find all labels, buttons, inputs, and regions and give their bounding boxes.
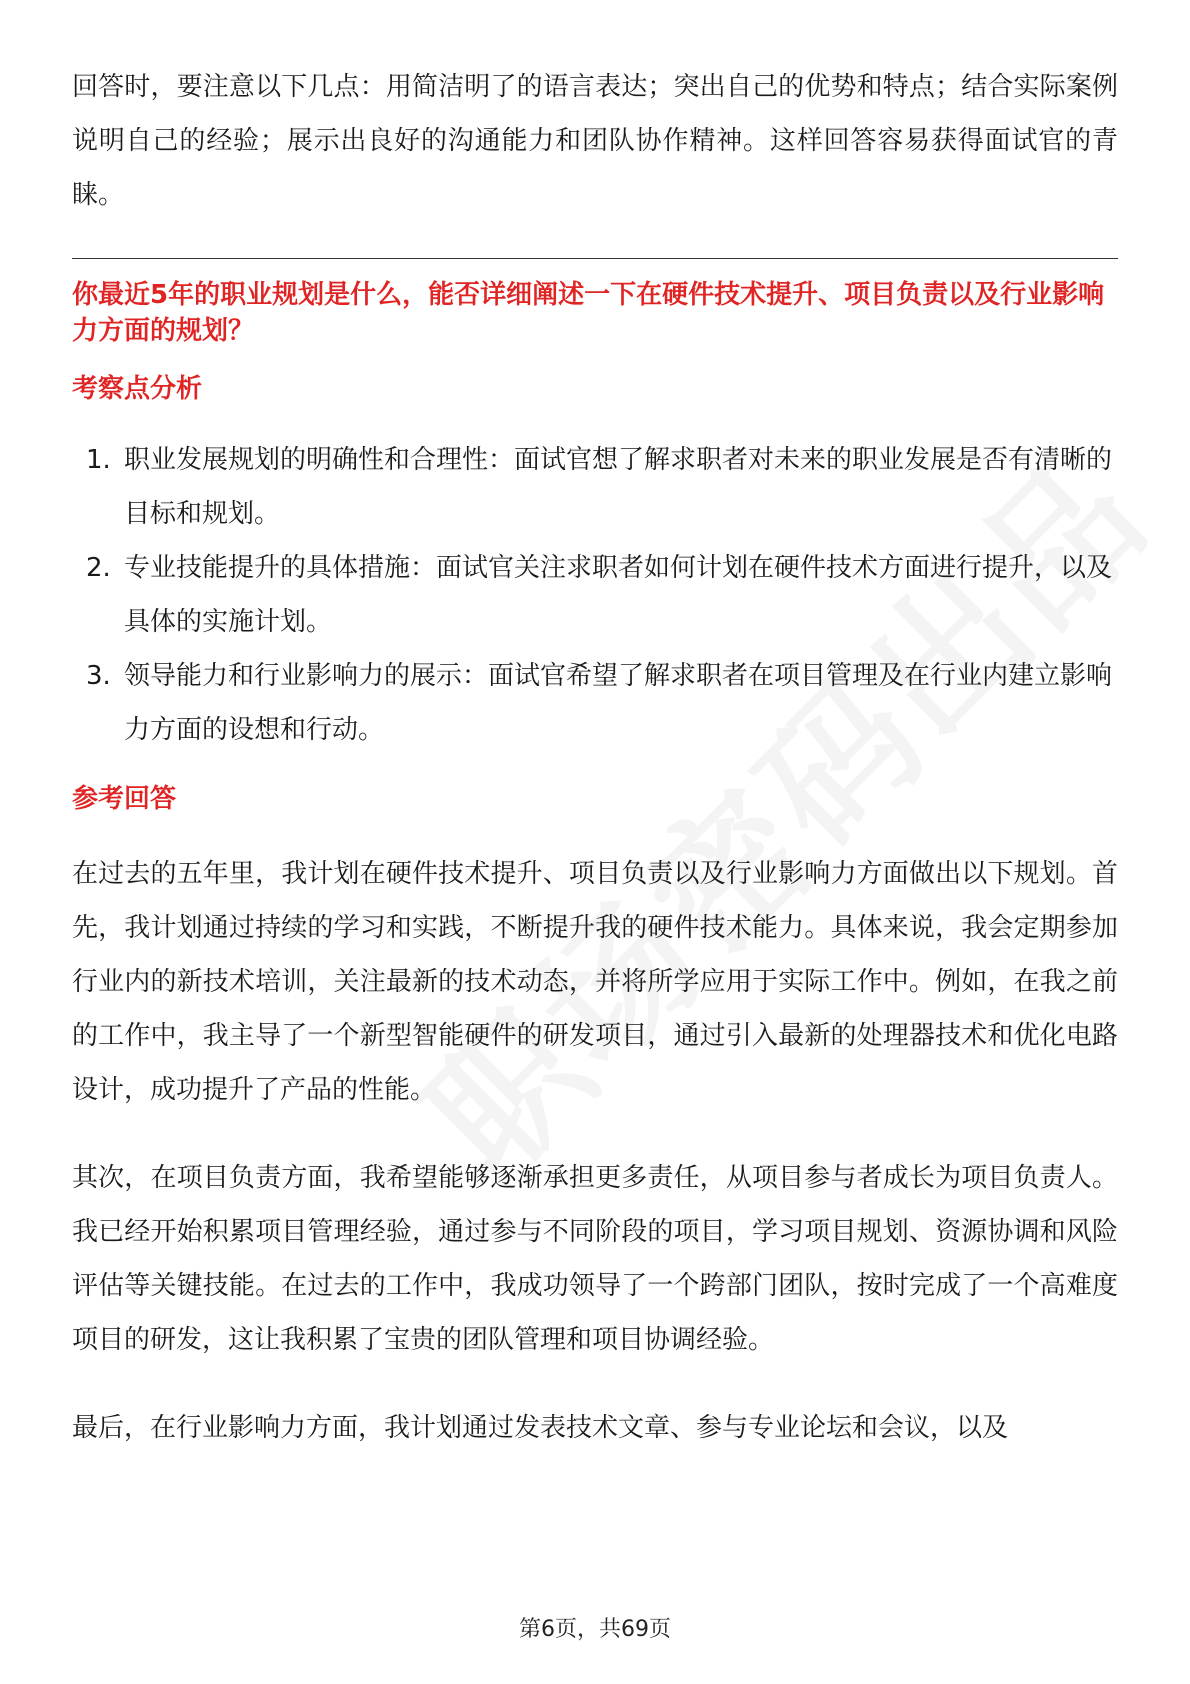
section-divider (72, 258, 1118, 259)
page-footer: 第6页，共69页 (519, 1617, 671, 1642)
list-item (72, 649, 1118, 757)
intro-paragraph: 回答时，要注意以下几点：用简洁明了的语言表达；突出自己的优势和特点；结合实际案例说明自己的经验；展示出良好的沟通能力和团队协作精神。这样回答容易获得面试官的青睐。 (72, 72, 1118, 210)
answer-paragraph: 在过去的五年里，我计划在硬件技术提升、项目负责以及行业影响力方面做出以下规划。首先，我计划通过持续的学习和实践，不断提升我的硬件技术能力。具体来说，我会定期参加行业内的新技术培训，关注最新的技术动态，并将所学应用于实际工作中。例如，在我之前的工作中，我主导了一个新型智能硬件的研发项目，通过引入最新的处理器技术和优化电路设计，成功提升了产品的性能。 (72, 859, 1118, 1105)
list-item-number: 1. (86, 445, 111, 475)
list-item-text: 专业技能提升的具体措施：面试官关注求职者如何计划在硬件技术方面进行提升，以及具体的实施计划。 (124, 553, 1113, 637)
list-item (72, 433, 1118, 541)
answer-paragraph: 最后，在行业影响力方面，我计划通过发表技术文章、参与专业论坛和会议，以及 (72, 1413, 1009, 1443)
analysis-list (72, 433, 1118, 757)
list-item-number: 3. (86, 661, 111, 691)
list-item (72, 541, 1118, 649)
answer-heading: 参考回答 (72, 784, 177, 814)
list-item-text: 职业发展规划的明确性和合理性：面试官想了解求职者对未来的职业发展是否有清晰的目标和规划。 (124, 445, 1113, 529)
document-page (72, 60, 1118, 1489)
list-item-number: 2. (86, 553, 111, 583)
answer-paragraph: 其次，在项目负责方面，我希望能够逐渐承担更多责任，从项目参与者成长为项目负责人。我已经开始积累项目管理经验，通过参与不同阶段的项目，学习项目规划、资源协调和风险评估等关键技能。在过去的工作中，我成功领导了一个跨部门团队，按时完成了一个高难度项目的研发，这让我积累了宝贵的团队管理和项目协调经验。 (72, 1163, 1118, 1355)
question-title: 你最近5年的职业规划是什么，能否详细阐述一下在硬件技术提升、项目负责以及行业影响力方面的规划？ (72, 280, 1105, 346)
analysis-heading: 考察点分析 (72, 374, 203, 404)
list-item-text: 领导能力和行业影响力的展示：面试官希望了解求职者在项目管理及在行业内建立影响力方面的设想和行动。 (124, 661, 1113, 745)
